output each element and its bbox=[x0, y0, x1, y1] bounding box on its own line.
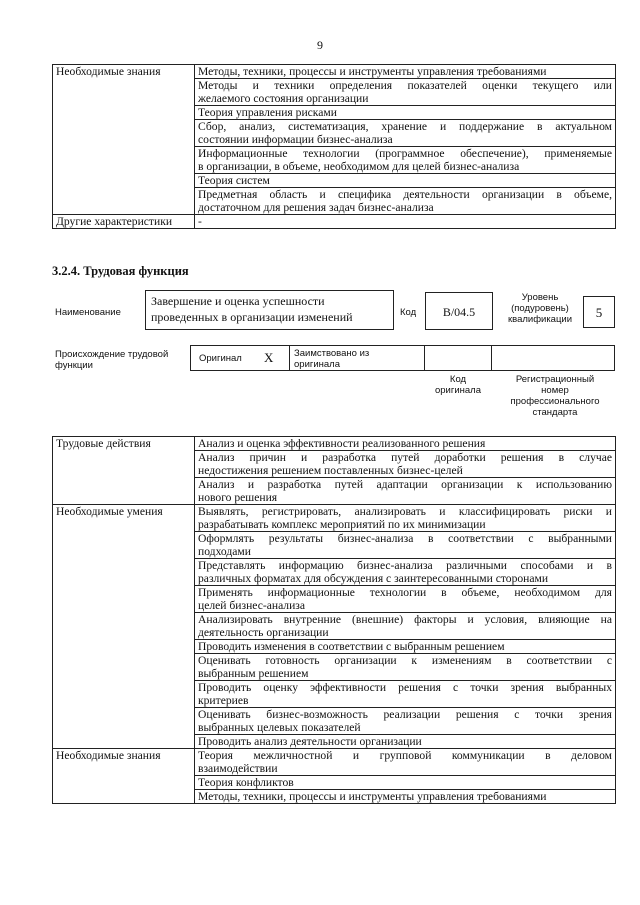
cell-line: разрабатывать комплекс мероприятий по их минимизации bbox=[198, 518, 486, 531]
cell-line: Оценивать готовность организации к изменениям в соответствии с bbox=[198, 654, 612, 667]
row-heading: Необходимые умения bbox=[53, 505, 195, 749]
registration-caption-line-4: стандарта bbox=[532, 407, 578, 418]
cell-line: критериев bbox=[198, 694, 249, 707]
cell-line: в организации, в объеме, необходимом для целей бизнес-анализа bbox=[198, 160, 520, 173]
table-cell bbox=[195, 749, 616, 776]
level-value-box: 5 bbox=[583, 296, 615, 328]
section-heading: 3.2.4. Трудовая функция bbox=[52, 264, 189, 278]
table-cell bbox=[195, 120, 616, 147]
cell-line: деятельность организации bbox=[198, 626, 329, 639]
cell-line: подходами bbox=[198, 545, 251, 558]
cell-line: Анализировать внутренние (внешние) факторы и условия, влияющие на bbox=[198, 613, 612, 626]
function-name-line-2: проведенных в организации изменений bbox=[151, 310, 353, 324]
table-row bbox=[53, 437, 616, 451]
table-cell bbox=[195, 451, 616, 478]
level-label-line-2: (подуровень) bbox=[511, 303, 569, 314]
table-cell bbox=[195, 613, 616, 640]
registration-caption-line-1: Регистрационный bbox=[515, 374, 595, 385]
cell-line: взаимодействии bbox=[198, 762, 278, 775]
table-cell bbox=[195, 532, 616, 559]
table-cell bbox=[195, 505, 616, 532]
row-heading: Трудовые действия bbox=[53, 437, 195, 505]
table-cell: Теория систем bbox=[195, 174, 616, 188]
table-cell bbox=[195, 681, 616, 708]
table-cell bbox=[195, 586, 616, 613]
registration-number-box bbox=[491, 345, 615, 371]
cell-line: желаемого состояния организации bbox=[198, 92, 369, 105]
cell-line: Оформлять результаты бизнес-анализа в соответствии с выбранными bbox=[198, 532, 612, 545]
cell-line: достаточном для решения задач бизнес-анализа bbox=[198, 201, 434, 214]
cell-line: Применять информационные технологии в объеме, необходимом для bbox=[198, 586, 612, 599]
function-name-box bbox=[145, 290, 394, 330]
table-cell bbox=[195, 79, 616, 106]
cell-line: выбранных целевых показателей bbox=[198, 721, 361, 734]
original-code-caption-line-2: оригинала bbox=[434, 385, 481, 396]
cell-line: состоянии информации бизнес-анализа bbox=[198, 133, 393, 146]
table-cell bbox=[195, 478, 616, 505]
cell-line: недостижения решением поставленных бизнес-целей bbox=[198, 464, 463, 477]
code-label: Код bbox=[400, 307, 417, 318]
name-label: Наименование bbox=[55, 307, 121, 318]
table-cell bbox=[195, 188, 616, 215]
original-mark: X bbox=[264, 350, 274, 365]
table-row bbox=[53, 215, 616, 229]
original-box bbox=[190, 345, 290, 371]
table-row bbox=[53, 505, 616, 532]
knowledge-table-top bbox=[52, 64, 616, 229]
registration-caption-line-3: профессионального bbox=[510, 396, 600, 407]
table-cell: Проводить анализ деятельности организации bbox=[195, 735, 616, 749]
table-cell: - bbox=[195, 215, 616, 229]
table-cell: Методы, техники, процессы и инструменты управления требованиями bbox=[195, 65, 616, 79]
level-label-line-1: Уровень bbox=[521, 292, 559, 303]
table-cell: Проводить изменения в соответствии с выбранным решением bbox=[195, 640, 616, 654]
borrowed-box bbox=[289, 345, 425, 371]
cell-line: Представлять информацию бизнес-анализа различными способами и в bbox=[198, 559, 612, 572]
registration-caption bbox=[495, 374, 615, 418]
table-cell: Теория управления рисками bbox=[195, 106, 616, 120]
original-code-caption bbox=[424, 374, 492, 396]
cell-line: различных форматах для обсуждения с заинтересованными сторонами bbox=[198, 572, 549, 585]
original-label: Оригинал bbox=[199, 353, 242, 364]
original-code-caption-line-1: Код bbox=[449, 374, 467, 385]
level-label-line-3: квалификации bbox=[507, 314, 573, 325]
registration-caption-line-2: номер bbox=[541, 385, 569, 396]
cell-line: Теория межличностной и групповой коммуникации в деловом bbox=[198, 749, 612, 762]
code-value-box: B/04.5 bbox=[425, 292, 493, 330]
cell-line: Оценивать бизнес-возможность реализации решения с точки зрения bbox=[198, 708, 612, 721]
labor-function-table bbox=[52, 436, 616, 804]
cell-line: Сбор, анализ, систематизация, хранение и поддержание в актуальном bbox=[198, 120, 612, 133]
table-cell bbox=[195, 708, 616, 735]
row-heading: Другие характеристики bbox=[53, 215, 195, 229]
table-cell bbox=[195, 559, 616, 586]
cell-line: выбранным решением bbox=[198, 667, 309, 680]
cell-line: Предметная область и специфика деятельности организации в объеме, bbox=[198, 188, 612, 201]
cell-line: целей бизнес-анализа bbox=[198, 599, 306, 612]
page-number: 9 bbox=[317, 38, 323, 52]
origin-label-line-1: Происхождение трудовой bbox=[55, 349, 169, 360]
borrowed-label-line-2: оригинала bbox=[294, 359, 341, 370]
cell-line: Проводить оценку эффективности решения с точки зрения выбранных bbox=[198, 681, 612, 694]
row-heading: Необходимые знания bbox=[53, 749, 195, 804]
table-cell: Методы, техники, процессы и инструменты управления требованиями bbox=[195, 790, 616, 804]
borrowed-label-line-1: Заимствовано из bbox=[294, 348, 370, 359]
cell-line: Анализ причин и разработка путей доработки решения в случае bbox=[198, 451, 612, 464]
level-label bbox=[500, 292, 580, 325]
origin-label bbox=[55, 349, 168, 371]
table-cell: Теория конфликтов bbox=[195, 776, 616, 790]
cell-line: Выявлять, регистрировать, анализировать и классифицировать риски и bbox=[198, 505, 612, 518]
origin-label-line-2: функции bbox=[55, 360, 93, 371]
table-row bbox=[53, 749, 616, 776]
cell-line: нового решения bbox=[198, 491, 278, 504]
original-code-box bbox=[424, 345, 492, 371]
table-cell bbox=[195, 147, 616, 174]
function-name-line-1: Завершение и оценка успешности bbox=[151, 294, 325, 308]
borrowed-label bbox=[294, 348, 369, 370]
cell-line: Анализ и разработка путей адаптации организации к использованию bbox=[198, 478, 612, 491]
cell-line: Информационные технологии (программное обеспечение), применяемые bbox=[198, 147, 612, 160]
table-cell: Анализ и оценка эффективности реализованного решения bbox=[195, 437, 616, 451]
cell-line: Методы и техники определения показателей оценки текущего или bbox=[198, 79, 612, 92]
table-row bbox=[53, 65, 616, 79]
row-heading: Необходимые знания bbox=[53, 65, 195, 215]
table-cell bbox=[195, 654, 616, 681]
